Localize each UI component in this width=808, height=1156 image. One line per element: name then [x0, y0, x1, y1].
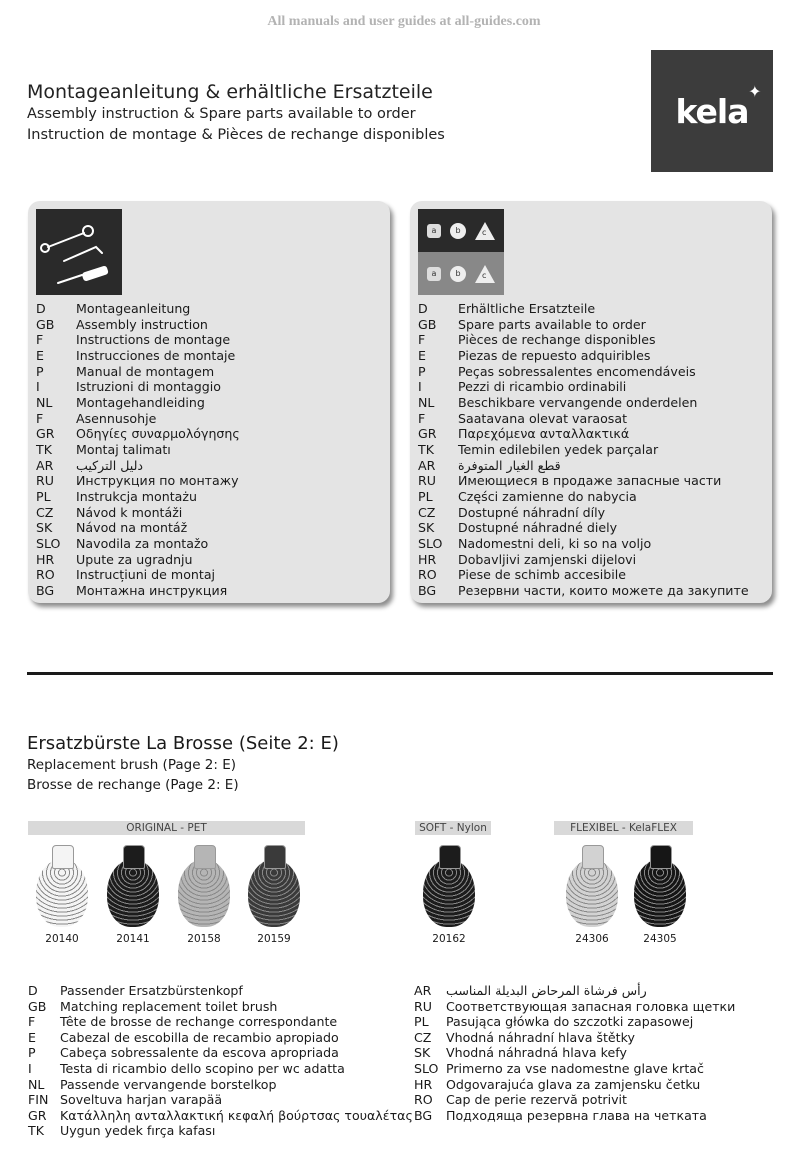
language-text: Инструкция по монтажу: [76, 473, 239, 489]
language-row: [418, 520, 749, 536]
language-text: Passender Ersatzbürstenkopf: [60, 983, 243, 998]
language-row: [418, 348, 749, 364]
brush-bristles: [248, 859, 300, 927]
language-text: Cabezal de escobilla de recambio apropiado: [60, 1029, 339, 1045]
language-row: [418, 583, 749, 599]
brush-bristles: [423, 859, 475, 927]
page-title: Montageanleitung & erhältliche Ersatzteile: [27, 81, 433, 103]
language-code: SK: [36, 520, 53, 536]
language-row: [36, 395, 240, 411]
language-code: E: [418, 347, 426, 363]
language-code: SK: [414, 1045, 431, 1061]
language-code: HR: [418, 551, 437, 567]
language-text: Instrukcja montażu: [76, 488, 197, 504]
language-row: [36, 583, 240, 599]
language-code: P: [418, 363, 426, 379]
language-text: Cabeça sobressalente da escova apropriada: [60, 1045, 339, 1061]
language-code: PL: [36, 488, 51, 504]
language-row: [28, 1092, 413, 1108]
language-row: [414, 1092, 735, 1108]
language-code: D: [418, 301, 428, 316]
language-row: [36, 505, 240, 521]
language-code: RO: [418, 567, 437, 583]
part-a-icon: a: [427, 267, 441, 281]
language-row: [414, 999, 735, 1015]
language-code: SK: [418, 520, 435, 536]
language-row: [28, 1077, 413, 1093]
language-text: Testa di ricambio dello scopino per wc adatta: [60, 1060, 345, 1076]
language-text: Резервни части, които можете да закупите: [458, 582, 749, 598]
brush-head-image: [562, 845, 622, 930]
language-row: [36, 567, 240, 583]
product-number: 20158: [187, 933, 221, 945]
language-row: [36, 520, 240, 536]
category-flexibel: FLEXIBEL - KelaFLEX: [554, 821, 693, 835]
language-code: F: [36, 410, 44, 426]
language-row: [28, 999, 413, 1015]
brush-cap: [582, 845, 604, 869]
language-row: [414, 983, 735, 999]
brush-head-image: [630, 845, 690, 930]
language-row: [418, 552, 749, 568]
spares-language-list: [418, 301, 749, 598]
language-code: GB: [418, 316, 437, 332]
brush-cap: [194, 845, 216, 869]
part-c-label: c: [482, 227, 487, 237]
language-text: Vhodná náhradná hlava kefy: [446, 1045, 627, 1061]
language-row: [418, 505, 749, 521]
assembly-language-list: [36, 301, 240, 598]
language-text: Piezas de repuesto adquiribles: [458, 347, 651, 363]
brush-cap: [650, 845, 672, 869]
language-code: PL: [414, 1014, 429, 1030]
language-text: Instrucciones de montaje: [76, 347, 236, 363]
language-text: Vhodná náhradní hlava štětky: [446, 1029, 635, 1045]
language-row: [36, 332, 240, 348]
language-row: [28, 983, 413, 999]
language-code: AR: [414, 983, 432, 998]
language-row: [28, 1108, 413, 1124]
language-code: TK: [28, 1123, 44, 1139]
language-text: Dostupné náhradní díly: [458, 504, 606, 520]
language-code: PL: [418, 488, 433, 504]
language-code: E: [28, 1029, 36, 1045]
language-code: HR: [36, 551, 55, 567]
language-text: Соответствующая запасная головка щетки: [446, 998, 736, 1014]
language-code: F: [418, 332, 426, 348]
brush-head-image: [103, 845, 163, 930]
language-row: [36, 536, 240, 552]
language-row: [418, 364, 749, 380]
language-text: Имеющиеся в продаже запасные части: [458, 473, 722, 489]
language-row: [418, 567, 749, 583]
language-row: [418, 426, 749, 442]
brush-head-image: [174, 845, 234, 930]
part-b-icon: b: [450, 223, 466, 239]
language-text: Pezzi di ricambio ordinabili: [458, 379, 627, 395]
page-header: [27, 80, 445, 146]
brush-head-image: [419, 845, 479, 930]
logo-text: kela: [675, 91, 749, 131]
language-text: Cap de perie rezervă potrivit: [446, 1092, 627, 1108]
logo-star-icon: ✦: [748, 81, 761, 101]
language-code: F: [28, 1014, 36, 1030]
language-code: F: [418, 410, 426, 426]
language-code: RU: [418, 473, 436, 489]
language-text: Primerno za vse nadomestne glave krtač: [446, 1060, 704, 1076]
language-row: [36, 458, 240, 474]
category-original: ORIGINAL - PET: [28, 821, 305, 835]
language-row: [36, 426, 240, 442]
language-row: [418, 489, 749, 505]
language-code: CZ: [418, 504, 436, 520]
page-subtitle-fr: Instruction de montage & Pièces de rechange disponibles: [27, 127, 445, 143]
language-code: GR: [28, 1107, 47, 1123]
language-code: I: [28, 1060, 32, 1076]
language-text: Dostupné náhradné diely: [458, 520, 618, 536]
language-text: Pasująca główka do szczotki zapasowej: [446, 1014, 694, 1030]
language-row: [28, 1123, 413, 1139]
language-code: BG: [418, 582, 437, 598]
language-code: SLO: [36, 535, 61, 551]
language-text: Tête de brosse de rechange correspondante: [60, 1014, 338, 1030]
language-row: [414, 1030, 735, 1046]
brush-head-image: [32, 845, 92, 930]
language-text: Návod k montáži: [76, 504, 183, 520]
language-text: Οδηγίες συναρμολόγησης: [76, 426, 240, 442]
language-code: D: [28, 983, 38, 998]
language-code: SLO: [414, 1060, 439, 1076]
part-c-label: c: [482, 270, 487, 280]
brush-bristles: [36, 859, 88, 927]
brush-language-list-left: [28, 983, 413, 1139]
language-text: دليل التركيب: [76, 457, 144, 473]
language-text: Instrucțiuni de montaj: [76, 567, 216, 583]
language-text: Монтажна инструкция: [76, 582, 228, 598]
language-code: D: [36, 301, 46, 316]
language-code: AR: [36, 457, 54, 473]
language-text: قطع الغيار المتوفرة: [458, 457, 561, 473]
replacement-brush-header: [27, 733, 339, 795]
brush-cap: [123, 845, 145, 869]
brush-bristles: [634, 859, 686, 927]
language-row: [36, 442, 240, 458]
language-row: [36, 489, 240, 505]
language-row: [418, 301, 749, 317]
language-text: Montagehandleiding: [76, 394, 205, 410]
language-row: [36, 379, 240, 395]
language-code: CZ: [36, 504, 54, 520]
language-code: TK: [36, 441, 52, 457]
language-row: [28, 1045, 413, 1061]
language-row: [36, 301, 240, 317]
page-subtitle-en: Assembly instruction & Spare parts available to order: [27, 106, 416, 122]
spare-parts-panel: [410, 201, 772, 603]
language-text: Návod na montáž: [76, 520, 188, 536]
language-text: Matching replacement toilet brush: [60, 998, 278, 1014]
language-code: E: [36, 347, 44, 363]
language-text: Temin edilebilen yedek parçalar: [458, 441, 659, 457]
brush-cap: [439, 845, 461, 869]
assembly-instruction-panel: [28, 201, 390, 603]
brush-bristles: [107, 859, 159, 927]
language-row: [36, 364, 240, 380]
language-text: Passende vervangende borstelkop: [60, 1076, 277, 1092]
language-row: [418, 442, 749, 458]
section-subtitle-en: Replacement brush (Page 2: E): [27, 757, 237, 773]
part-c-icon: [475, 265, 495, 283]
language-code: RO: [36, 567, 55, 583]
language-code: F: [36, 332, 44, 348]
language-row: [414, 1045, 735, 1061]
language-row: [418, 458, 749, 474]
language-text: Istruzioni di montaggio: [76, 379, 221, 395]
language-code: CZ: [414, 1029, 432, 1045]
language-text: Nadomestni deli, ki so na voljo: [458, 535, 652, 551]
product-number: 20140: [45, 933, 79, 945]
language-code: RU: [36, 473, 54, 489]
brush-cap: [264, 845, 286, 869]
language-text: Spare parts available to order: [458, 316, 646, 332]
section-title: Ersatzbürste La Brosse (Seite 2: E): [27, 733, 339, 754]
language-code: RO: [414, 1092, 433, 1108]
part-b-icon: b: [450, 266, 466, 282]
language-row: [418, 379, 749, 395]
language-text: Asennusohje: [76, 410, 157, 426]
language-text: Instructions de montage: [76, 332, 231, 348]
spare-parts-icon: [418, 209, 504, 295]
language-row: [418, 473, 749, 489]
language-code: P: [36, 363, 44, 379]
language-row: [414, 1077, 735, 1093]
language-row: [36, 411, 240, 427]
language-code: NL: [28, 1076, 45, 1092]
product-number: 20141: [116, 933, 150, 945]
language-code: BG: [36, 582, 55, 598]
language-code: BG: [414, 1107, 433, 1123]
brush-language-list-right: [414, 983, 735, 1123]
language-code: P: [28, 1045, 36, 1061]
language-text: Dobavljivi zamjenski dijelovi: [458, 551, 637, 567]
language-text: Erhältliche Ersatzteile: [458, 301, 596, 316]
section-subtitle-fr: Brosse de rechange (Page 2: E): [27, 777, 239, 793]
brush-cap: [52, 845, 74, 869]
language-code: GR: [418, 426, 437, 442]
language-text: Uygun yedek fırça kafası: [60, 1123, 216, 1139]
kela-logo: [651, 50, 773, 172]
language-row: [418, 411, 749, 427]
language-text: Upute za ugradnju: [76, 551, 193, 567]
language-row: [414, 1014, 735, 1030]
part-c-icon: [475, 222, 495, 240]
part-a-icon: a: [427, 224, 441, 238]
language-row: [414, 1108, 735, 1124]
product-number: 24305: [643, 933, 677, 945]
language-text: Navodila za montažo: [76, 535, 209, 551]
language-code: NL: [36, 394, 53, 410]
language-text: Pièces de rechange disponibles: [458, 332, 656, 348]
product-number: 20159: [257, 933, 291, 945]
language-text: Assembly instruction: [76, 316, 208, 332]
language-text: Beschikbare vervangende onderdelen: [458, 394, 698, 410]
category-soft: SOFT - Nylon: [415, 821, 491, 835]
brush-bristles: [566, 859, 618, 927]
language-row: [418, 317, 749, 333]
language-text: Peças sobressalentes encomendáveis: [458, 363, 696, 379]
tools-icon: [36, 209, 122, 295]
language-text: Piese de schimb accesibile: [458, 567, 626, 583]
language-code: AR: [418, 457, 436, 473]
site-banner: All manuals and user guides at all-guides.com: [267, 14, 541, 29]
language-row: [418, 332, 749, 348]
section-divider: [27, 672, 773, 675]
language-text: Montageanleitung: [76, 301, 191, 316]
language-code: FIN: [28, 1092, 49, 1108]
language-row: [36, 317, 240, 333]
language-code: HR: [414, 1076, 433, 1092]
language-code: RU: [414, 998, 432, 1014]
language-code: TK: [418, 441, 434, 457]
language-text: رأس فرشاة المرحاض البديلة المناسب: [446, 983, 647, 998]
language-code: I: [36, 379, 40, 395]
brush-bristles: [178, 859, 230, 927]
language-row: [36, 473, 240, 489]
language-text: Παρεχόμενα ανταλλακτικά: [458, 426, 630, 442]
product-number: 24306: [575, 933, 609, 945]
language-code: NL: [418, 394, 435, 410]
language-code: SLO: [418, 535, 443, 551]
language-code: GB: [36, 316, 55, 332]
language-text: Odgovarajuća glava za zamjensku četku: [446, 1076, 701, 1092]
language-text: Manual de montagem: [76, 363, 215, 379]
language-row: [28, 1030, 413, 1046]
product-number: 20162: [432, 933, 466, 945]
language-code: GR: [36, 426, 55, 442]
language-text: Κατάλληλη ανταλλακτική κεφαλή βούρτσας τουαλέτας: [60, 1107, 413, 1123]
brush-head-image: [244, 845, 304, 930]
language-text: Подходяща резервна глава на четката: [446, 1107, 707, 1123]
language-row: [36, 348, 240, 364]
language-row: [28, 1014, 413, 1030]
language-code: GB: [28, 998, 47, 1014]
language-row: [414, 1061, 735, 1077]
language-text: Saatavana olevat varaosat: [458, 410, 628, 426]
language-row: [418, 536, 749, 552]
language-code: I: [418, 379, 422, 395]
language-row: [36, 552, 240, 568]
language-row: [28, 1061, 413, 1077]
language-text: Soveltuva harjan varapää: [60, 1092, 223, 1108]
language-text: Części zamienne do nabycia: [458, 488, 637, 504]
language-row: [418, 395, 749, 411]
language-text: Montaj talimatı: [76, 441, 171, 457]
